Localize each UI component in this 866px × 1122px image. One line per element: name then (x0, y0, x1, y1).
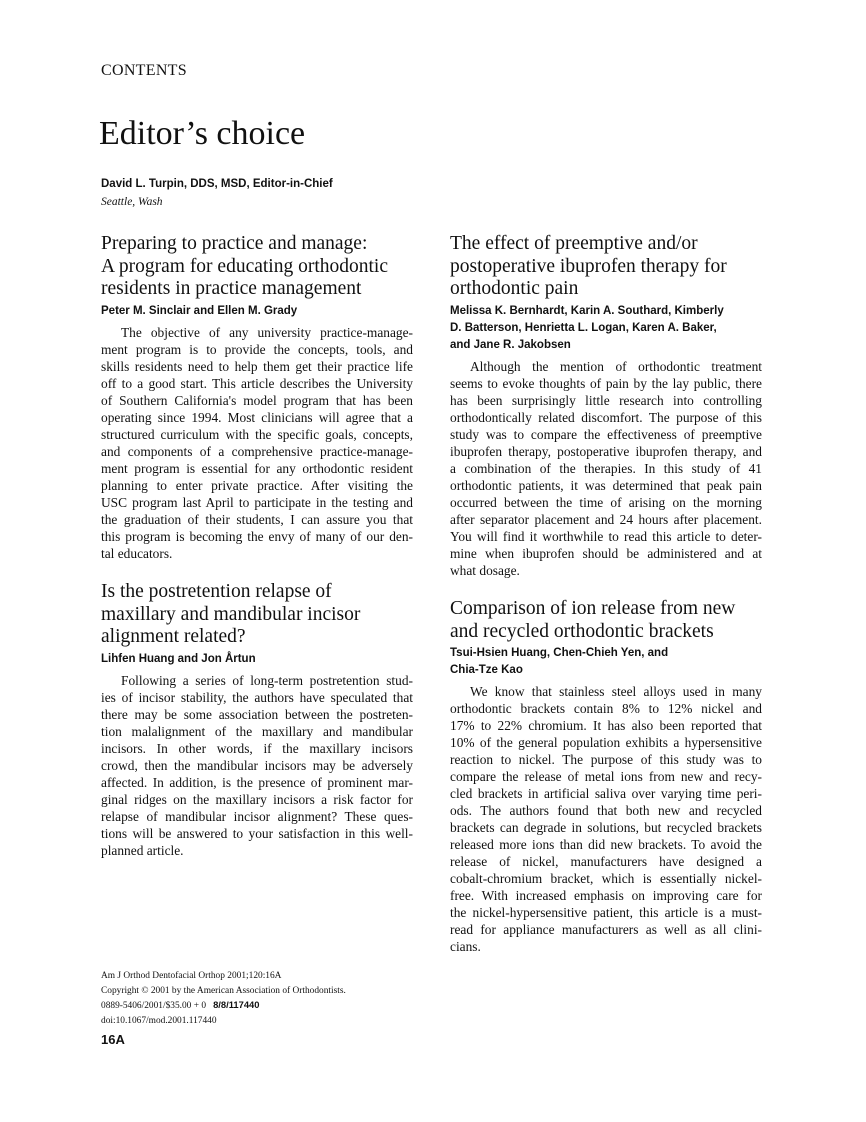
summary-line: You will find it worthwhile to read this article to deter- (450, 528, 762, 544)
summary-line: after separator placement and 24 hours after placement. (450, 511, 762, 527)
article-authors (101, 651, 413, 668)
summary-line: ibuprofen therapy, postoperative ibuprofen therapy, and (450, 443, 762, 459)
summary-line: incisors. In other words, if the maxillary incisors (101, 740, 413, 756)
summary-line: seems to evoke thoughts of pain by the lay public, there (450, 375, 762, 391)
summary-line: off to a good start. This article describes the University (101, 375, 413, 391)
summary-line: planned article. (101, 842, 184, 858)
summary-line: and components of a comprehensive practice-manage- (101, 443, 413, 459)
summary-line: reaction to nickel. The purpose of this study was to (450, 752, 762, 767)
article-authors (101, 303, 413, 320)
article-1 (101, 581, 413, 859)
summary-line: tions will be answered to your satisfaction in this well- (101, 825, 413, 841)
article-title (101, 233, 413, 301)
article-3 (450, 598, 762, 955)
article-title-line: residents in practice management (101, 278, 362, 299)
authors-line: Melissa K. Bernhardt, Karin A. Southard, Kimberly (450, 304, 724, 317)
summary-line: ment program is essential for any orthodontic resident (101, 460, 413, 476)
summary-line: of Southern California's model program that has been (101, 392, 413, 408)
article-summary (450, 683, 762, 955)
summary-line: ods. The authors found that both new and recycled (450, 803, 762, 818)
article-title-line: Preparing to practice and manage: (101, 233, 368, 254)
summary-line: USC program last April to participate in the testing and (101, 494, 413, 510)
authors-line: D. Batterson, Henrietta L. Logan, Karen A. Baker, (450, 321, 717, 334)
summary-line: cobalt-chromium bracket, which is essentially nickel- (450, 871, 762, 886)
summary-line: free. With increased emphasis on improving care for (450, 888, 762, 903)
authors-line: Peter M. Sinclair and Ellen M. Grady (101, 304, 298, 317)
article-title-line: orthodontic pain (450, 278, 579, 299)
summary-line: read for appliance manufacturers as well as all clini- (450, 922, 762, 937)
article-title-line: alignment related? (101, 626, 246, 647)
article-title-line: The effect of preemptive and/or (450, 233, 698, 254)
article-summary (101, 324, 413, 562)
article-summary (450, 358, 762, 579)
summary-line: skills residents need to help them get their practice life (101, 358, 413, 374)
editor-location: Seattle, Wash (101, 196, 163, 208)
summary-line: affected. In addition, is the presence of prominent mar- (101, 774, 413, 790)
summary-line: the nickel-hypersensitive patient, this article is a must- (450, 905, 762, 920)
summary-line: what dosage. (450, 562, 520, 578)
summary-line: brackets can degrade in solutions, but recycled brackets (450, 820, 762, 835)
summary-line: the graduation of their students, I can assure you that (101, 511, 413, 527)
article-title (450, 233, 762, 301)
citation-footer (101, 969, 346, 1028)
summary-line: there may be some association between the postreten- (101, 706, 413, 722)
section-kicker: CONTENTS (101, 62, 187, 79)
summary-line: planning to enter private practice. After visiting the (101, 477, 413, 493)
summary-line: ment program is to provide the concepts, tools, and (101, 341, 413, 357)
summary-line: orthodontic brackets contain 8% to 12% nickel and (450, 701, 762, 716)
summary-line: tal educators. (101, 545, 173, 561)
authors-line: and Jane R. Jakobsen (450, 338, 571, 351)
article-title (101, 581, 413, 649)
summary-line: this program is becoming the envy of many of our den- (101, 528, 413, 544)
authors-line: Chia-Tze Kao (450, 664, 523, 676)
summary-line: relapse of mandibular incisor alignment? These ques- (101, 808, 413, 824)
authors-line: Lihfen Huang and Jon Årtun (101, 652, 256, 665)
summary-line: crowd, then the mandibular incisors may be adversely (101, 757, 413, 773)
summary-line: cians. (450, 939, 481, 954)
citation: Am J Orthod Dentofacial Orthop 2001;120:16A (101, 971, 282, 981)
summary-line: released more ions than did new brackets. To avoid the (450, 837, 762, 852)
summary-line: release of nickel, manufacturers have designed a (450, 854, 762, 869)
article-title-line: A program for educating orthodontic (101, 255, 389, 277)
copyright: Copyright © 2001 by the American Association of Orthodontists. (101, 985, 346, 996)
summary-line: structured curriculum with the specific goals, concepts, (101, 426, 413, 442)
summary-line: operating since 1994. Most clinicians will agree that a (101, 409, 413, 425)
article-title-line: maxillary and mandibular incisor (101, 603, 361, 625)
article-0 (101, 233, 413, 562)
summary-line: a combination of the therapies. In this study of 41 (450, 460, 762, 476)
summary-line: cled brackets in artificial saliva over varying time peri- (450, 786, 762, 801)
article-summary (101, 672, 413, 859)
article-title-line: Comparison of ion release from new (450, 598, 736, 619)
summary-line: study was to compare the effectiveness of preemptive (450, 426, 762, 442)
summary-line: ginal ridges on the maxillary incisors a risk factor for (101, 791, 413, 807)
article-authors (450, 303, 762, 354)
summary-line: Although the mention of orthodontic treatment (470, 358, 762, 374)
authors-line: Tsui-Hsien Huang, Chen-Chieh Yen, and (450, 647, 669, 659)
summary-line: tion malalignment of the maxillary and mandibular (101, 723, 413, 739)
article-title-line: Is the postretention relapse of (101, 581, 332, 602)
summary-line: orthodontically related discomfort. The purpose of this (450, 409, 762, 425)
summary-line: The objective of any university practice-manage- (121, 324, 413, 340)
summary-line: Following a series of long-term postretention stud- (121, 672, 413, 688)
summary-line: orthodontic patients, it was determined that peak pain (450, 477, 762, 493)
summary-line: We know that stainless steel alloys used in many (470, 684, 762, 699)
editor-byline: David L. Turpin, DDS, MSD, Editor-in-Chief (101, 178, 333, 190)
summary-line: 17% to 22% chromium. It has also been reported that (450, 718, 762, 733)
summary-line: ies of incisor stability, the authors have speculated that (101, 689, 413, 705)
article-2 (450, 233, 762, 579)
article-title-line: postoperative ibuprofen therapy for (450, 255, 727, 277)
summary-line: occurred between the time of arising on the morning (450, 494, 762, 510)
article-title (450, 598, 762, 643)
issn: 0889-5406/2001/$35.00 + 0 (101, 1001, 207, 1011)
doi: doi:10.1067/mod.2001.117440 (101, 1015, 217, 1026)
page-number: 16A (101, 1032, 125, 1047)
summary-line: compare the release of metal ions from new and recy- (450, 769, 762, 784)
summary-line: mine when ibuprofen should be administered and at (450, 545, 762, 561)
page-title: Editor’s choice (99, 115, 306, 152)
summary-line: 10% of the general population exhibits a hypersensitive (450, 735, 762, 750)
article-authors (450, 645, 762, 679)
article-code: 8/8/117440 (213, 999, 260, 1010)
article-title-line: and recycled orthodontic brackets (450, 620, 714, 642)
summary-line: has been surprisingly little research into controlling (450, 392, 762, 408)
